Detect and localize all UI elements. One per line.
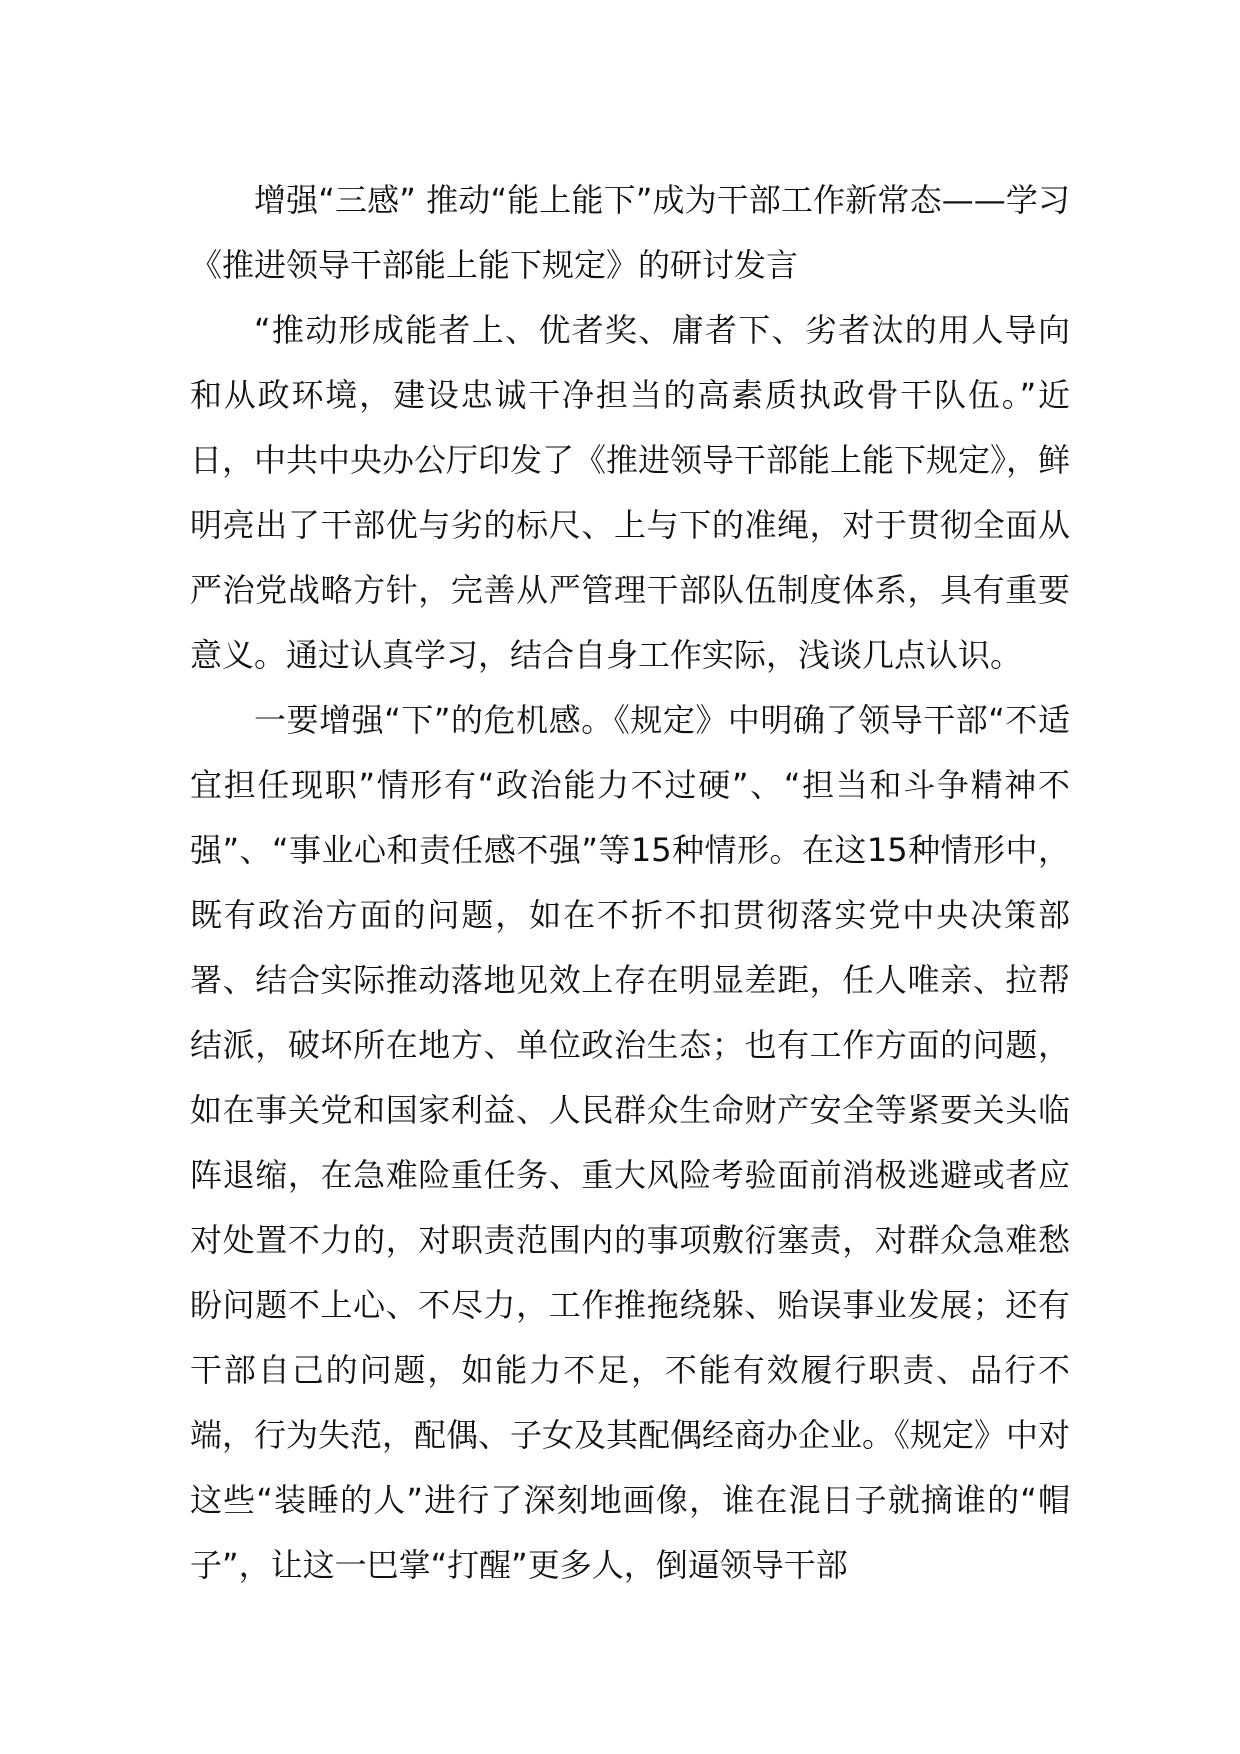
paragraph-intro: “推动形成能者上、优者奖、庸者下、劣者汰的用人导向和从政环境，建设忠诚干净担当的高素质执政骨干队伍。”近日，中共中央办公厅印发了《推进领导干部能上能下规定》，鲜明亮出了干部优与劣的标尺、上与下的准绳，对于贯彻全面从严治党战略方针，完善从严管理干部队伍制度体系，具有重要意义。通过认真学习，结合自身工作实际，浅谈几点认识。 <box>190 311 1071 674</box>
document-title: 增强“三感” 推动“能上能下”成为干部工作新常态——学习《推进领导干部能上能下规定》的研讨发言 <box>190 181 1070 284</box>
paragraph-point-one: 一要增强“下”的危机感。《规定》中明确了领导干部“不适宜担任现职”情形有“政治能力不过硬”、“担当和斗争精神不强”、“事业心和责任感不强”等15种情形。在这15种情形中，既有政治方面的问题，如在不折不扣贯彻落实党中央决策部署、结合实际推动落地见效上存在明显差距，任人唯亲、拉帮结派，破坏所在地方、单位政治生态；也有工作方面的问题，如在事关党和国家利益、人民群众生命财产安全等紧要关头临阵退缩，在急难险重任务、重大风险考验面前消极逃避或者应对处置不力的，对职责范围内的事项敷衍塞责，对群众急难愁盼问题不上心、不尽力，工作推拖绕躲、贻误事业发展；还有干部自己的问题，如能力不足，不能有效履行职责、品行不端，行为失范，配偶、子女及其配偶经商办企业。《规定》中对这些“装睡的人”进行了深刻地画像，谁在混日子就摘谁的“帽子”，让这一巴掌“打醒”更多人，倒逼领导干部 <box>190 701 1071 1584</box>
document-body <box>190 168 1070 1598</box>
